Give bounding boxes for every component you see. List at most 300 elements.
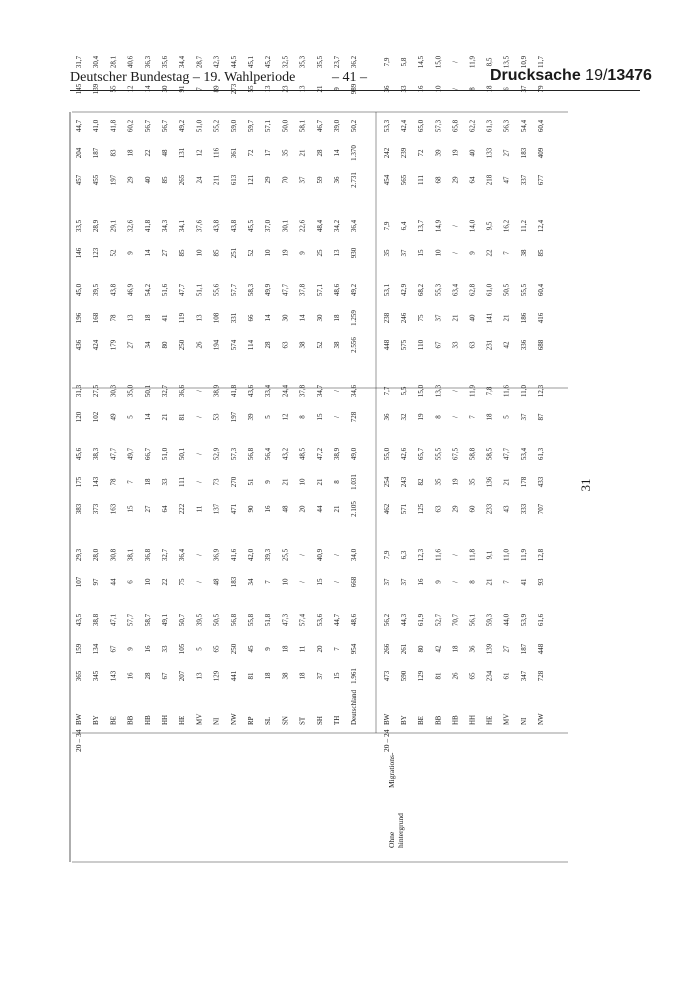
table-cell: 18 — [485, 413, 494, 421]
table-cell: 365 — [75, 670, 83, 682]
table-cell: 13 — [126, 314, 135, 322]
table-cell: 72 — [247, 149, 255, 157]
table-cell: 14 — [264, 314, 273, 322]
table-cell: / — [333, 581, 341, 583]
table-cell: 12,3 — [417, 548, 426, 562]
table-cell: 24,4 — [281, 384, 290, 398]
table-cell: 51,8 — [264, 613, 273, 627]
table-cell: / — [195, 453, 204, 455]
table-cell: 47,7 — [502, 447, 511, 461]
table-cell: 81 — [247, 672, 255, 680]
table-cell: 41,8 — [143, 219, 152, 233]
table-cell: 44,7 — [333, 613, 341, 627]
table-cell: 12,3 — [536, 384, 545, 398]
table-cell: 13,7 — [417, 219, 426, 233]
table-cell: 163 — [109, 503, 118, 515]
table-cell: 36 — [383, 85, 391, 93]
table-cell: 15,0 — [434, 55, 443, 69]
row-land-label: MV — [195, 713, 204, 725]
row-land-label: SH — [315, 716, 324, 725]
table-cell: 218 — [485, 174, 494, 186]
table-cell: 35 — [468, 478, 477, 486]
table-cell: 27 — [126, 341, 135, 349]
table-cell: 66 — [247, 314, 255, 322]
row-land-label: Deutschland — [350, 690, 359, 725]
label-migrations: Migrations- — [387, 752, 396, 788]
table-cell: 50,1 — [143, 384, 152, 398]
table-cell: 59 — [315, 176, 324, 184]
table-cell: 13 — [264, 85, 273, 93]
table-cell: 82 — [417, 478, 426, 486]
table-cell: 10 — [264, 249, 273, 257]
table-cell: 39,0 — [333, 119, 341, 133]
table-cell: 37 — [400, 249, 409, 257]
table-cell: 139 — [92, 83, 101, 95]
table-cell: 574 — [229, 339, 238, 351]
table-cell: / — [298, 554, 307, 556]
table-cell: 21 — [333, 505, 341, 513]
table-cell: 32,7 — [161, 548, 169, 562]
table-cell: 21 — [315, 85, 324, 93]
label-age-20-24: 20 – 24 — [382, 729, 391, 752]
table-cell: 36,6 — [178, 384, 187, 398]
table-cell: 125 — [417, 503, 426, 515]
table-cell: 57,1 — [264, 119, 273, 133]
table-cell: 37,8 — [298, 384, 307, 398]
table-cell: 571 — [400, 503, 409, 515]
table-cell: / — [195, 581, 204, 583]
table-cell: 39,3 — [264, 548, 273, 562]
table-cell: 13 — [195, 314, 204, 322]
table-cell: / — [195, 416, 204, 418]
table-cell: 51,6 — [161, 283, 169, 297]
table-cell: 55 — [247, 85, 255, 93]
table-cell: 65,7 — [417, 447, 426, 461]
table-cell: 590 — [400, 670, 409, 682]
table-cell: 52 — [315, 341, 324, 349]
table-cell: 33,5 — [75, 219, 83, 233]
row-land-label: NW — [229, 713, 238, 725]
table-cell: 11,9 — [468, 56, 477, 68]
table-cell: 186 — [519, 312, 528, 324]
table-cell: 265 — [178, 174, 187, 186]
row-land-label: HB — [451, 715, 460, 725]
table-cell: 22 — [485, 249, 494, 257]
table-cell: 187 — [519, 643, 528, 655]
row-land-label: RP — [247, 716, 255, 725]
table-cell: 43 — [502, 505, 511, 513]
table-cell: 347 — [519, 670, 528, 682]
table-cell: 48 — [212, 578, 221, 586]
table-cell: 9 — [126, 251, 135, 255]
table-cell: 27,5 — [92, 384, 101, 398]
table-cell: 45,0 — [75, 283, 83, 297]
table-cell: 51,1 — [195, 283, 204, 297]
table-cell: 58,7 — [143, 613, 152, 627]
table-cell: 6 — [126, 580, 135, 584]
table-cell: / — [451, 581, 460, 583]
table-cell: 8 — [434, 415, 443, 419]
table-cell: 67 — [109, 645, 118, 653]
table-cell: 7 — [468, 415, 477, 419]
table-cell: 18 — [451, 645, 460, 653]
row-land-label: BW — [383, 713, 391, 725]
table-cell: 8,5 — [485, 57, 494, 67]
table-cell: 34,2 — [333, 219, 341, 233]
row-land-label: HE — [178, 715, 187, 725]
table-cell: 15,0 — [417, 384, 426, 398]
table-cell: 44 — [109, 578, 118, 586]
table-cell: 42 — [502, 341, 511, 349]
table-cell: 11,9 — [519, 549, 528, 561]
table-cell: / — [195, 481, 204, 483]
table-cell: 5 — [126, 415, 135, 419]
table-cell: 87 — [536, 413, 545, 421]
table-cell: 66,7 — [143, 447, 152, 461]
table-cell: 42,3 — [212, 55, 221, 69]
table-cell: 454 — [383, 174, 391, 186]
table-cell: 107 — [75, 576, 83, 588]
table-cell: 30,4 — [92, 55, 101, 69]
table-cell: 48,5 — [298, 447, 307, 461]
table-cell: 63,4 — [451, 283, 460, 297]
table-cell: 133 — [485, 147, 494, 159]
table-cell: 2.105 — [350, 501, 359, 517]
table-cell: 18 — [143, 314, 152, 322]
table-cell: 75 — [178, 578, 187, 586]
table-cell: 9 — [434, 580, 443, 584]
table-cell: 65,0 — [417, 119, 426, 133]
table-cell: 21 — [502, 314, 511, 322]
table-cell: 18 — [143, 478, 152, 486]
row-land-label: HB — [143, 715, 152, 725]
table-cell: 40 — [143, 176, 152, 184]
table-cell: 575 — [400, 339, 409, 351]
table-cell: 613 — [229, 174, 238, 186]
table-cell: 17 — [264, 149, 273, 157]
table-cell: 36,4 — [350, 219, 359, 233]
table-cell: 37,0 — [264, 219, 273, 233]
table-cell: 21 — [502, 478, 511, 486]
table-cell: 234 — [485, 670, 494, 682]
table-cell: 85 — [178, 249, 187, 257]
table-cell: 54,4 — [519, 119, 528, 133]
table-cell: 53,1 — [383, 283, 391, 297]
table-cell: 18 — [333, 314, 341, 322]
table-cell: 39 — [247, 413, 255, 421]
table-cell: 53,6 — [315, 613, 324, 627]
table-cell: 13,3 — [434, 384, 443, 398]
table-cell: 14,9 — [434, 219, 443, 233]
table-cell: 14 — [143, 85, 152, 93]
table-cell: / — [451, 252, 460, 254]
document-page-number-header: – 41 – — [332, 70, 367, 85]
table-cell: 21 — [298, 149, 307, 157]
table-cell: / — [451, 416, 460, 418]
table-cell: 41 — [161, 314, 169, 322]
table-cell: 43,8 — [212, 219, 221, 233]
table-cell: 10 — [434, 85, 443, 93]
row-land-label: BB — [126, 715, 135, 725]
table-cell: 473 — [383, 670, 391, 682]
table-cell: 21 — [451, 314, 460, 322]
table-cell: 83 — [109, 149, 118, 157]
table-cell: 38 — [281, 672, 290, 680]
table-cell: 16 — [264, 505, 273, 513]
table-cell: 331 — [229, 312, 238, 324]
table-cell: 105 — [178, 643, 187, 655]
table-cell: 56,8 — [247, 447, 255, 461]
table-cell: 12 — [195, 149, 204, 157]
table-cell: 48,6 — [333, 283, 341, 297]
table-cell: 455 — [92, 174, 101, 186]
table-cell: 668 — [350, 576, 359, 588]
table-cell: / — [451, 554, 460, 556]
table-cell: 7 — [126, 480, 135, 484]
table-cell: 31,7 — [75, 55, 83, 69]
table-cell: 33 — [161, 645, 169, 653]
table-cell: 61,3 — [536, 447, 545, 461]
table-cell: 58,5 — [485, 447, 494, 461]
table-cell: 707 — [536, 503, 545, 515]
table-cell: 251 — [229, 247, 238, 259]
row-land-label: HH — [468, 714, 477, 725]
table-cell: 361 — [229, 147, 238, 159]
table-cell: 41,6 — [229, 548, 238, 562]
table-cell: 38,9 — [333, 447, 341, 461]
table-cell: 20 — [298, 505, 307, 513]
table-cell: 47,7 — [281, 283, 290, 297]
table-cell: / — [333, 416, 341, 418]
table-cell: 45 — [247, 645, 255, 653]
table-cell: 565 — [400, 174, 409, 186]
table-cell: 273 — [229, 83, 238, 95]
table-cell: 34 — [247, 578, 255, 586]
table-cell: 56,2 — [383, 613, 391, 627]
table-cell: 48 — [281, 505, 290, 513]
row-land-label: NI — [519, 717, 528, 725]
table-cell: 21 — [161, 413, 169, 421]
table-cell: / — [451, 390, 460, 392]
table-cell: / — [195, 390, 204, 392]
table-cell: 33 — [451, 341, 460, 349]
table-cell: 15 — [315, 413, 324, 421]
table-cell: 5 — [195, 647, 204, 651]
table-cell: 34 — [143, 341, 152, 349]
table-cell: 989 — [350, 83, 359, 95]
table-cell: 57,7 — [126, 613, 135, 627]
table-cell: 243 — [400, 476, 409, 488]
table-cell: 457 — [75, 174, 83, 186]
table-cell: 90 — [247, 505, 255, 513]
table-cell: 18 — [126, 149, 135, 157]
table-cell: 26 — [195, 341, 204, 349]
table-cell: 58,3 — [247, 283, 255, 297]
row-land-label: BE — [417, 716, 426, 725]
table-cell: 409 — [536, 147, 545, 159]
table-cell: 9 — [126, 647, 135, 651]
table-cell: 1.370 — [350, 145, 359, 161]
table-cell: 416 — [536, 312, 545, 324]
table-cell: 59,7 — [247, 119, 255, 133]
table-cell: 56,4 — [264, 447, 273, 461]
table-cell: 55 — [109, 85, 118, 93]
table-cell: 85 — [212, 249, 221, 257]
table-cell: 9,5 — [485, 221, 494, 231]
table-cell: 114 — [247, 339, 255, 351]
label-hintergrund: hintergrund — [396, 813, 405, 848]
row-land-label: SN — [281, 716, 290, 725]
table-cell: 27 — [502, 645, 511, 653]
table-cell: 18 — [264, 672, 273, 680]
table-cell: 28 — [315, 149, 324, 157]
table-cell: 12 — [126, 85, 135, 93]
table-cell: 139 — [485, 643, 494, 655]
table-cell: 15 — [417, 249, 426, 257]
table-cell: 954 — [350, 643, 359, 655]
table-cell: 5,8 — [400, 57, 409, 67]
table-cell: 129 — [417, 670, 426, 682]
table-cell: 18 — [281, 645, 290, 653]
table-cell: 57,7 — [229, 283, 238, 297]
table-cell: 36 — [333, 176, 341, 184]
table-cell: 19 — [451, 149, 460, 157]
table-cell: 50,5 — [502, 283, 511, 297]
table-cell: 9 — [468, 251, 477, 255]
table-cell: 63 — [434, 505, 443, 513]
table-cell: 238 — [383, 312, 391, 324]
table-cell: 54,2 — [143, 283, 152, 297]
table-cell: 194 — [212, 339, 221, 351]
table-cell: 187 — [92, 147, 101, 159]
table-cell: 49,0 — [350, 447, 359, 461]
table-cell: 29 — [126, 176, 135, 184]
table-cells — [75, 55, 545, 725]
table-cell: 159 — [75, 643, 83, 655]
table-cell: 6,3 — [400, 550, 409, 560]
table-cell: 52,7 — [434, 613, 443, 627]
table-cell: 55,8 — [247, 613, 255, 627]
table-cell: 677 — [536, 174, 545, 186]
table-cell: 270 — [229, 476, 238, 488]
table-cell: 141 — [485, 312, 494, 324]
table-cell: 36 — [383, 413, 391, 421]
table-cell: 34,3 — [161, 219, 169, 233]
table-cell: 168 — [92, 312, 101, 324]
table-cell: 35,5 — [315, 55, 324, 69]
table-cell: 37,6 — [195, 219, 204, 233]
table-cell: 51,0 — [195, 119, 204, 133]
table-cell: 75 — [417, 314, 426, 322]
table-cell: 336 — [519, 339, 528, 351]
table-cell: 10 — [434, 249, 443, 257]
table-cell: 67,5 — [451, 447, 460, 461]
table-cell: 728 — [350, 411, 359, 423]
table-cell: 28 — [264, 341, 273, 349]
table-cell: 37 — [519, 85, 528, 93]
table-cell: 38 — [298, 341, 307, 349]
table-cell: 35 — [383, 249, 391, 257]
table-cell: 18 — [485, 85, 494, 93]
table-cell: 57,3 — [229, 447, 238, 461]
table-cell: 1.031 — [350, 474, 359, 490]
table-cell: 50,1 — [178, 447, 187, 461]
table-cell: 471 — [229, 503, 238, 515]
table-cell: 21 — [315, 478, 324, 486]
table-cell: 34,4 — [178, 55, 187, 69]
table-cell: 50,2 — [350, 119, 359, 133]
drucksache-number-prefix: 19/ — [585, 67, 608, 84]
table-cell: 146 — [75, 247, 83, 259]
table-cell: 41 — [519, 578, 528, 586]
table-cell: 39 — [434, 149, 443, 157]
table-cell: 72 — [417, 149, 426, 157]
table-cell: 80 — [161, 341, 169, 349]
table-cell: 19 — [451, 478, 460, 486]
table-cell: 49,1 — [161, 613, 169, 627]
table-cell: 34,0 — [350, 548, 359, 562]
table-cell: 183 — [519, 147, 528, 159]
table-cell: 2.556 — [350, 337, 359, 353]
table-cell: 19 — [281, 249, 290, 257]
table-cell: 1.259 — [350, 310, 359, 326]
table-cell: 266 — [383, 643, 391, 655]
table-cell: 5 — [502, 415, 511, 419]
table-cell: 337 — [519, 174, 528, 186]
table-cell: 61,6 — [536, 613, 545, 627]
table-cell: 29 — [451, 505, 460, 513]
table-cell: 56,7 — [161, 119, 169, 133]
table-cell: 36,9 — [212, 548, 221, 562]
table-cell: 43,6 — [247, 384, 255, 398]
table-cell: 44,3 — [400, 613, 409, 627]
table-cell: 28,0 — [92, 548, 101, 562]
table-cell: 55,2 — [212, 119, 221, 133]
table-cell: 25 — [315, 249, 324, 257]
table-cell: 73 — [212, 478, 221, 486]
table-cell: 68,2 — [417, 283, 426, 297]
table-cell: 254 — [383, 476, 391, 488]
table-cell: 30 — [315, 314, 324, 322]
table-cell: 36,8 — [143, 548, 152, 562]
table-cell: 448 — [536, 643, 545, 655]
table-cell: 40 — [468, 149, 477, 157]
table-cell: 39,5 — [195, 613, 204, 627]
table-cell: 70,7 — [451, 613, 460, 627]
table-cell: 11,2 — [519, 220, 528, 232]
label-ohne: Ohne — [387, 831, 396, 848]
table-cell: 29 — [264, 176, 273, 184]
table-cell: 8 — [468, 87, 477, 91]
table-cell: 64 — [468, 176, 477, 184]
table-cell: 7 — [502, 580, 511, 584]
table-cell: 29 — [451, 176, 460, 184]
table-cell: 35,0 — [126, 384, 135, 398]
table-cell: 119 — [178, 312, 187, 324]
table-cell: 145 — [75, 83, 83, 95]
table-cell: 32 — [400, 413, 409, 421]
table-cell: / — [195, 554, 204, 556]
table-cell: 53,4 — [519, 447, 528, 461]
table-cell: 56,7 — [143, 119, 152, 133]
table-cell: 11,7 — [536, 56, 545, 68]
table-cell: 9 — [298, 251, 307, 255]
table-cell: 34,1 — [178, 219, 187, 233]
table-cell: 15 — [126, 505, 135, 513]
table-cell: 108 — [212, 312, 221, 324]
table-cell: 23,7 — [333, 55, 341, 69]
table-cell: 48 — [161, 149, 169, 157]
